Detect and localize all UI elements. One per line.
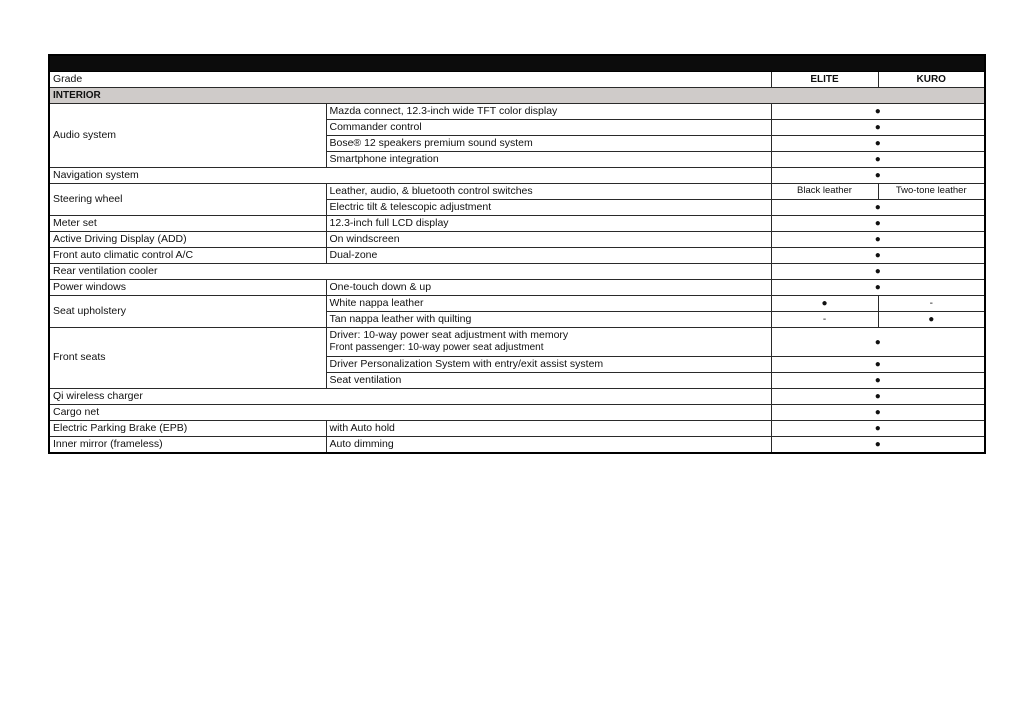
detail-cell: Commander control [326,120,771,136]
feature-inner-mirror: Inner mirror (frameless) [49,437,326,454]
feature-front-seats: Front seats [49,328,326,389]
table-row [49,104,985,120]
detail-cell-multiline [326,328,771,357]
feature-cargo-net: Cargo net [49,405,771,421]
table-row [49,421,985,437]
standard-mark: ● [771,216,985,232]
grade-kuro-header: KURO [878,72,985,88]
section-header-row [49,88,985,104]
grade-header-row [49,72,985,88]
standard-mark: ● [771,120,985,136]
standard-mark: ● [771,280,985,296]
detail-cell: Dual-zone [326,248,771,264]
kuro-value: - [878,296,985,312]
detail-cell: Auto dimming [326,437,771,454]
standard-mark: ● [771,232,985,248]
standard-mark: ● [771,357,985,373]
table-row [49,264,985,280]
feature-rear-ventilation-cooler: Rear ventilation cooler [49,264,771,280]
standard-mark: ● [771,152,985,168]
detail-cell: Tan nappa leather with quilting [326,312,771,328]
grade-elite-header: ELITE [771,72,878,88]
feature-seat-upholstery: Seat upholstery [49,296,326,328]
kuro-value: ● [878,312,985,328]
table-row [49,296,985,312]
feature-climate-control: Front auto climatic control A/C [49,248,326,264]
detail-cell: 12.3-inch full LCD display [326,216,771,232]
table-row [49,389,985,405]
grade-label: Grade [49,72,771,88]
standard-mark: ● [771,168,985,184]
standard-mark: ● [771,405,985,421]
feature-navigation-system: Navigation system [49,168,771,184]
detail-cell: White nappa leather [326,296,771,312]
feature-active-driving-display: Active Driving Display (ADD) [49,232,326,248]
table-top-bar [49,55,985,72]
table-row [49,280,985,296]
standard-mark: ● [771,248,985,264]
detail-line: Driver: 10-way power seat adjustment with memory [329,329,569,342]
elite-value: - [771,312,878,328]
standard-mark: ● [771,136,985,152]
detail-cell: with Auto hold [326,421,771,437]
table-row [49,405,985,421]
standard-mark: ● [771,389,985,405]
table-row [49,216,985,232]
detail-cell: Driver Personalization System with entry/exit assist system [326,357,771,373]
elite-value: ● [771,296,878,312]
standard-mark: ● [771,437,985,454]
table-row [49,328,985,357]
detail-cell: Smartphone integration [326,152,771,168]
detail-cell: Leather, audio, & bluetooth control switches [326,184,771,200]
section-title: INTERIOR [49,88,985,104]
feature-power-windows: Power windows [49,280,326,296]
table-row [49,232,985,248]
detail-line: Front passenger: 10-way power seat adjustment [329,342,544,354]
detail-cell: Bose® 12 speakers premium sound system [326,136,771,152]
detail-cell: One-touch down & up [326,280,771,296]
standard-mark: ● [771,264,985,280]
detail-cell: Seat ventilation [326,373,771,389]
kuro-value: Two-tone leather [878,184,985,200]
feature-audio-system: Audio system [49,104,326,168]
detail-cell: Electric tilt & telescopic adjustment [326,200,771,216]
feature-meter-set: Meter set [49,216,326,232]
feature-steering-wheel: Steering wheel [49,184,326,216]
feature-electric-parking-brake: Electric Parking Brake (EPB) [49,421,326,437]
interior-spec-table [48,54,986,454]
table-row [49,437,985,454]
elite-value: Black leather [771,184,878,200]
table-row [49,248,985,264]
standard-mark: ● [771,421,985,437]
table-row [49,168,985,184]
standard-mark: ● [771,104,985,120]
feature-qi-wireless-charger: Qi wireless charger [49,389,771,405]
standard-mark: ● [771,373,985,389]
standard-mark: ● [771,328,985,357]
detail-cell: Mazda connect, 12.3-inch wide TFT color display [326,104,771,120]
standard-mark: ● [771,200,985,216]
table-row [49,184,985,200]
detail-cell: On windscreen [326,232,771,248]
